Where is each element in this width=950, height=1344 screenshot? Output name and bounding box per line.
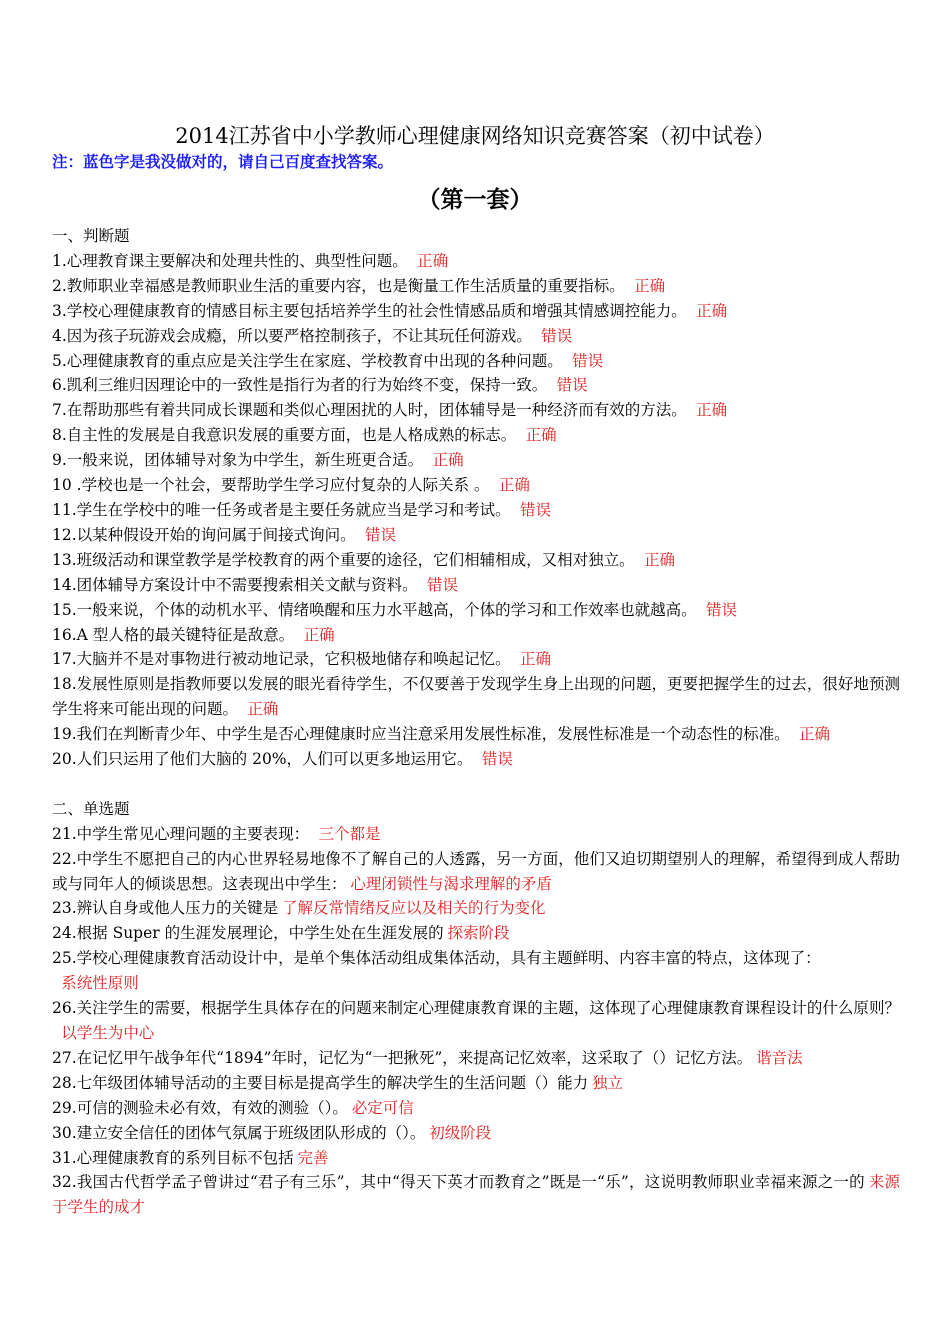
answer-text: 谐音法 bbox=[756, 1048, 803, 1067]
answer-text: 独立 bbox=[592, 1073, 624, 1092]
question-item bbox=[52, 448, 900, 473]
question-text: 1.心理教育课主要解决和处理共性的、典型性问题。 bbox=[52, 251, 408, 270]
question-text: 8.自主性的发展是自我意识发展的重要方面，也是人格成熟的标志。 bbox=[52, 426, 517, 445]
question-text: 16.A 型人格的最关键特征是敌意。 bbox=[52, 625, 295, 644]
question-item bbox=[52, 423, 900, 448]
answer-text: 正确 bbox=[247, 700, 279, 719]
question-item bbox=[52, 398, 900, 423]
question-item bbox=[52, 498, 900, 523]
question-text: 11.学生在学校中的唯一任务或者是主要任务就应当是学习和考试。 bbox=[52, 500, 511, 519]
question-text: 5.心理健康教育的重点应是关注学生在家庭、学校教育中出现的各种问题。 bbox=[52, 351, 563, 370]
question-item bbox=[52, 647, 900, 672]
document-body bbox=[52, 224, 900, 1220]
answer-text: 错误 bbox=[572, 351, 604, 370]
answer-text: 错误 bbox=[519, 500, 551, 519]
question-text: 20.人们只运用了他们大脑的 20%，人们可以更多地运用它。 bbox=[52, 750, 473, 769]
question-text: 28.七年级团体辅导活动的主要目标是提高学生的解决学生的生活问题（）能力 bbox=[52, 1073, 589, 1092]
question-item bbox=[52, 299, 900, 324]
answer-text: 正确 bbox=[798, 725, 830, 744]
section-heading-single-choice: 二、单选题 bbox=[52, 799, 130, 818]
question-text: 18.发展性原则是指教师要以发展的眼光看待学生，不仅要善于发现学生身上出现的问题，更要把握学生的过去，很好地预测学生将来可能出现的问题。 bbox=[52, 675, 900, 719]
question-item bbox=[52, 946, 900, 996]
question-text: 27.在记忆甲午战争年代“1894”年时，记忆为“一把揪死”，来提高记忆效率，这采取了（）记忆方法。 bbox=[52, 1048, 753, 1067]
question-text: 30.建立安全信任的团体气氛属于班级团队形成的（）。 bbox=[52, 1123, 426, 1142]
question-text: 13.班级活动和课堂教学是学校教育的两个重要的途径，它们相辅相成，又相对独立。 bbox=[52, 550, 635, 569]
question-item bbox=[52, 573, 900, 598]
question-item bbox=[52, 548, 900, 573]
question-item bbox=[52, 747, 900, 772]
question-item bbox=[52, 996, 900, 1046]
document-title: 2014江苏省中小学教师心理健康网络知识竞赛答案（初中试卷） bbox=[175, 124, 775, 148]
question-text: 9.一般来说，团体辅导对象为中学生，新生班更合适。 bbox=[52, 451, 424, 470]
true-false-list bbox=[52, 249, 900, 772]
question-item bbox=[52, 473, 900, 498]
question-item bbox=[52, 672, 900, 722]
note-text: 注：蓝色字是我没做对的，请自己百度查找答案。 bbox=[52, 152, 394, 171]
question-text: 14.团体辅导方案设计中不需要搜索相关文献与资料。 bbox=[52, 575, 418, 594]
answer-text: 正确 bbox=[525, 426, 557, 445]
question-text: 31.心理健康教育的系列目标不包括 bbox=[52, 1148, 294, 1167]
answer-text: 错误 bbox=[556, 376, 588, 395]
question-item bbox=[52, 523, 900, 548]
question-text: 24.根据 Super 的生涯发展理论，中学生处在生涯发展的 bbox=[52, 924, 444, 943]
question-text: 15.一般来说，个体的动机水平、情绪唤醒和压力水平越高，个体的学习和工作效率也就越高。 bbox=[52, 600, 697, 619]
answer-text: 正确 bbox=[696, 301, 728, 320]
answer-text: 错误 bbox=[481, 750, 513, 769]
question-item bbox=[52, 1046, 900, 1071]
answer-text: 完善 bbox=[297, 1148, 329, 1167]
section-gap bbox=[52, 772, 900, 797]
answer-text: 错误 bbox=[364, 525, 396, 544]
question-text: 26.关注学生的需要，根据学生具体存在的问题来制定心理健康教育课的主题，这体现了心理健康教育课程设计的什么原则？ bbox=[52, 999, 900, 1018]
question-item bbox=[52, 1071, 900, 1096]
question-text: 32.我国古代哲学孟子曾讲过“君子有三乐”，其中“得天下英才而教育之”既是一“乐”，这说明教师职业幸福来源之一的 bbox=[52, 1173, 865, 1192]
answer-text: 正确 bbox=[303, 625, 335, 644]
question-item bbox=[52, 822, 900, 847]
answer-text: 系统性原则 bbox=[61, 974, 139, 993]
answer-text: 探索阶段 bbox=[447, 924, 510, 943]
answer-text: 正确 bbox=[417, 251, 449, 270]
question-item bbox=[52, 1121, 900, 1146]
question-item bbox=[52, 1146, 900, 1171]
answer-text: 以学生为中心 bbox=[61, 1023, 155, 1042]
question-text: 2.教师职业幸福感是教师职业生活的重要内容，也是衡量工作生活质量的重要指标。 bbox=[52, 276, 625, 295]
answer-text: 正确 bbox=[634, 276, 666, 295]
question-item bbox=[52, 896, 900, 921]
question-text: 22.中学生不愿把自己的内心世界轻易地像不了解自己的人透露，另一方面，他们又迫切期望别人的理解，希望得到成人帮助或与同年人的倾谈思想。这表现出中学生： bbox=[52, 849, 900, 893]
question-text: 21.中学生常见心理问题的主要表现： bbox=[52, 824, 310, 843]
question-item bbox=[52, 274, 900, 299]
question-item bbox=[52, 921, 900, 946]
answer-text: 来源于学生的成才 bbox=[52, 1173, 900, 1217]
question-text: 19.我们在判断青少年、中学生是否心理健康时应当注意采用发展性标准，发展性标准是一个动态性的标准。 bbox=[52, 725, 790, 744]
answer-text: 正确 bbox=[519, 650, 551, 669]
answer-text: 错误 bbox=[705, 600, 737, 619]
answer-text: 三个都是 bbox=[318, 824, 381, 843]
answer-text: 初级阶段 bbox=[429, 1123, 492, 1142]
question-text: 17.大脑并不是对事物进行被动地记录，它积极地储存和唤起记忆。 bbox=[52, 650, 511, 669]
question-text: 29.可信的测验未必有效，有效的测验（）。 bbox=[52, 1098, 348, 1117]
answer-text: 正确 bbox=[643, 550, 675, 569]
set-title: （第一套） bbox=[417, 186, 533, 213]
answer-text: 错误 bbox=[426, 575, 458, 594]
question-item bbox=[52, 1170, 900, 1220]
answer-text: 必定可信 bbox=[351, 1098, 414, 1117]
question-text: 6.凯利三维归因理论中的一致性是指行为者的行为始终不变，保持一致。 bbox=[52, 376, 548, 395]
question-item bbox=[52, 249, 900, 274]
question-item bbox=[52, 598, 900, 623]
single-choice-list bbox=[52, 822, 900, 1221]
question-text: 7.在帮助那些有着共同成长课题和类似心理困扰的人时，团体辅导是一种经济而有效的方法。 bbox=[52, 401, 687, 420]
question-text: 25.学校心理健康教育活动设计中，是单个集体活动组成集体活动，具有主题鲜明、内容丰富的特点，这体现了： bbox=[52, 949, 821, 968]
answer-text: 错误 bbox=[541, 326, 573, 345]
answer-text: 正确 bbox=[498, 476, 530, 495]
answer-text: 正确 bbox=[432, 451, 464, 470]
answer-text: 心理闭锁性与渴求理解的矛盾 bbox=[350, 874, 552, 893]
answer-text: 了解反常情绪反应以及相关的行为变化 bbox=[282, 899, 546, 918]
section-heading-true-false: 一、判断题 bbox=[52, 227, 130, 245]
question-item bbox=[52, 847, 900, 897]
question-item bbox=[52, 324, 900, 349]
question-item bbox=[52, 722, 900, 747]
question-text: 23.辨认自身或他人压力的关键是 bbox=[52, 899, 279, 918]
question-text: 10 .学校也是一个社会，要帮助学生学习应付复杂的人际关系 。 bbox=[52, 476, 490, 495]
question-text: 12.以某种假设开始的询问属于间接式询问。 bbox=[52, 525, 356, 544]
question-text: 4.因为孩子玩游戏会成瘾，所以要严格控制孩子，不让其玩任何游戏。 bbox=[52, 326, 532, 345]
question-item bbox=[52, 623, 900, 648]
question-item bbox=[52, 1096, 900, 1121]
answer-text: 正确 bbox=[696, 401, 728, 420]
question-text: 3.学校心理健康教育的情感目标主要包括培养学生的社会性情感品质和增强其情感调控能力。 bbox=[52, 301, 687, 320]
question-item bbox=[52, 349, 900, 374]
question-item bbox=[52, 373, 900, 398]
